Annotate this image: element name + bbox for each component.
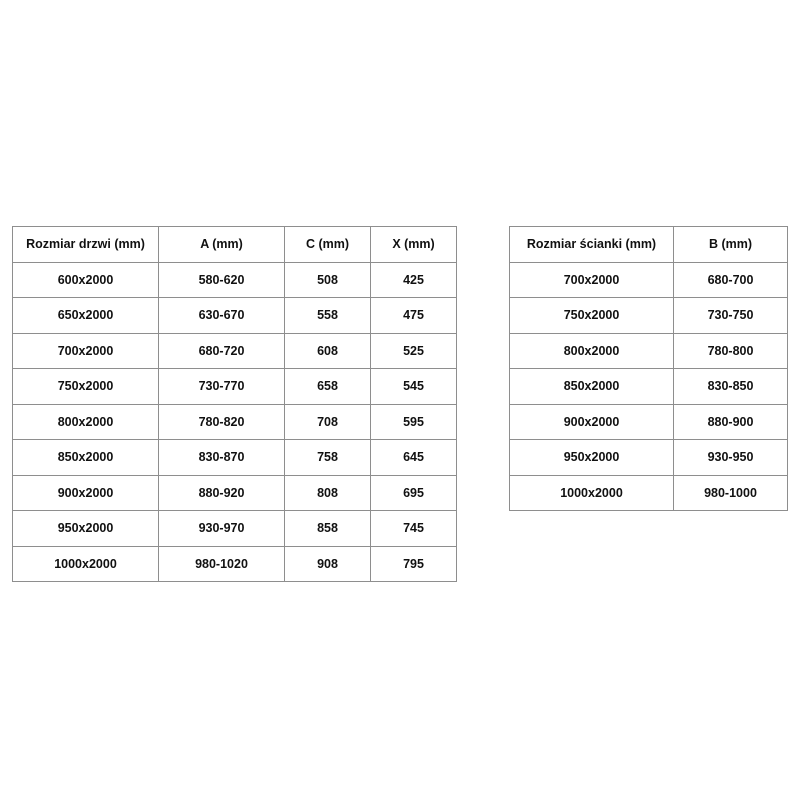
cell-c: 708: [285, 404, 371, 440]
cell-a: 630-670: [159, 298, 285, 334]
cell-wall-size: 950x2000: [510, 440, 674, 476]
cell-door-size: 1000x2000: [13, 546, 159, 582]
table-row: [13, 404, 457, 440]
cell-door-size: 950x2000: [13, 511, 159, 547]
cell-door-size: 850x2000: [13, 440, 159, 476]
cell-a: 880-920: [159, 475, 285, 511]
cell-a: 830-870: [159, 440, 285, 476]
cell-wall-size: 750x2000: [510, 298, 674, 334]
table-row: [510, 440, 788, 476]
cell-b: 780-800: [674, 333, 788, 369]
wall-size-table: [509, 226, 788, 511]
column-header-x: X (mm): [371, 227, 457, 263]
cell-wall-size: 1000x2000: [510, 475, 674, 511]
table-row: [510, 262, 788, 298]
cell-a: 680-720: [159, 333, 285, 369]
cell-a: 730-770: [159, 369, 285, 405]
cell-wall-size: 900x2000: [510, 404, 674, 440]
cell-a: 930-970: [159, 511, 285, 547]
door-table-header: [13, 227, 457, 263]
cell-b: 830-850: [674, 369, 788, 405]
table-row: [13, 262, 457, 298]
cell-door-size: 600x2000: [13, 262, 159, 298]
table-row: [13, 475, 457, 511]
cell-c: 858: [285, 511, 371, 547]
cell-x: 595: [371, 404, 457, 440]
cell-x: 475: [371, 298, 457, 334]
table-row: [13, 333, 457, 369]
door-size-table: [12, 226, 457, 582]
cell-x: 425: [371, 262, 457, 298]
cell-b: 680-700: [674, 262, 788, 298]
column-header-wall-size: Rozmiar ścianki (mm): [510, 227, 674, 263]
cell-a: 780-820: [159, 404, 285, 440]
cell-a: 980-1020: [159, 546, 285, 582]
table-row: [13, 511, 457, 547]
cell-door-size: 650x2000: [13, 298, 159, 334]
cell-x: 695: [371, 475, 457, 511]
table-row: [510, 333, 788, 369]
column-header-b: B (mm): [674, 227, 788, 263]
cell-wall-size: 850x2000: [510, 369, 674, 405]
cell-a: 580-620: [159, 262, 285, 298]
cell-wall-size: 800x2000: [510, 333, 674, 369]
table-row: [510, 404, 788, 440]
table-row: [13, 546, 457, 582]
wall-size-table-container: [509, 226, 788, 511]
column-header-a: A (mm): [159, 227, 285, 263]
door-size-table-container: [12, 226, 457, 582]
door-table-body: [13, 262, 457, 582]
cell-b: 880-900: [674, 404, 788, 440]
wall-table-header: [510, 227, 788, 263]
cell-c: 508: [285, 262, 371, 298]
cell-c: 558: [285, 298, 371, 334]
cell-c: 608: [285, 333, 371, 369]
cell-wall-size: 700x2000: [510, 262, 674, 298]
cell-x: 745: [371, 511, 457, 547]
cell-c: 758: [285, 440, 371, 476]
table-row: [13, 440, 457, 476]
cell-x: 795: [371, 546, 457, 582]
cell-x: 645: [371, 440, 457, 476]
cell-c: 658: [285, 369, 371, 405]
table-header-row: [510, 227, 788, 263]
cell-x: 525: [371, 333, 457, 369]
table-row: [13, 298, 457, 334]
cell-b: 730-750: [674, 298, 788, 334]
table-header-row: [13, 227, 457, 263]
column-header-door-size: Rozmiar drzwi (mm): [13, 227, 159, 263]
table-row: [13, 369, 457, 405]
cell-b: 930-950: [674, 440, 788, 476]
table-row: [510, 369, 788, 405]
cell-x: 545: [371, 369, 457, 405]
column-header-c: C (mm): [285, 227, 371, 263]
cell-door-size: 800x2000: [13, 404, 159, 440]
cell-door-size: 700x2000: [13, 333, 159, 369]
wall-table-body: [510, 262, 788, 511]
cell-door-size: 750x2000: [13, 369, 159, 405]
cell-b: 980-1000: [674, 475, 788, 511]
cell-c: 808: [285, 475, 371, 511]
table-row: [510, 475, 788, 511]
cell-c: 908: [285, 546, 371, 582]
table-row: [510, 298, 788, 334]
cell-door-size: 900x2000: [13, 475, 159, 511]
